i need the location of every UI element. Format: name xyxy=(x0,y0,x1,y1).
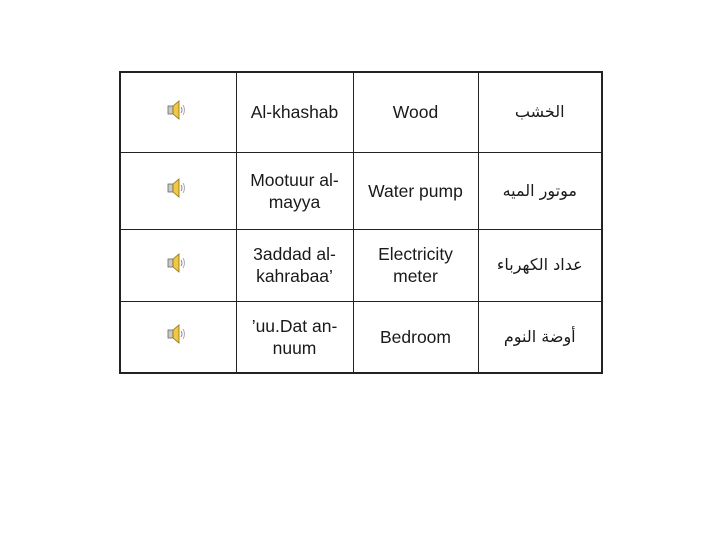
transliteration-cell: Mootuur al-mayya xyxy=(236,152,353,229)
audio-cell xyxy=(120,301,236,373)
table-row xyxy=(120,72,602,152)
transliteration-cell: ’uu.Dat an-nuum xyxy=(236,301,353,373)
audio-cell xyxy=(120,152,236,229)
english-cell: Wood xyxy=(353,72,478,152)
vocabulary-table xyxy=(119,71,603,374)
speaker-icon[interactable] xyxy=(166,252,188,274)
english-cell: Bedroom xyxy=(353,301,478,373)
english-cell: Water pump xyxy=(353,152,478,229)
audio-cell xyxy=(120,229,236,301)
table-row xyxy=(120,301,602,373)
arabic-cell: عداد الكهرباء xyxy=(478,229,602,301)
arabic-cell: الخشب xyxy=(478,72,602,152)
audio-cell xyxy=(120,72,236,152)
transliteration-cell: Al-khashab xyxy=(236,72,353,152)
transliteration-cell: 3addad al-kahrabaa’ xyxy=(236,229,353,301)
table-row xyxy=(120,152,602,229)
arabic-cell: موتور الميه xyxy=(478,152,602,229)
table-row xyxy=(120,229,602,301)
speaker-icon[interactable] xyxy=(166,99,188,121)
arabic-cell: أوضة النوم xyxy=(478,301,602,373)
speaker-icon[interactable] xyxy=(166,323,188,345)
english-cell: Electricity meter xyxy=(353,229,478,301)
speaker-icon[interactable] xyxy=(166,177,188,199)
